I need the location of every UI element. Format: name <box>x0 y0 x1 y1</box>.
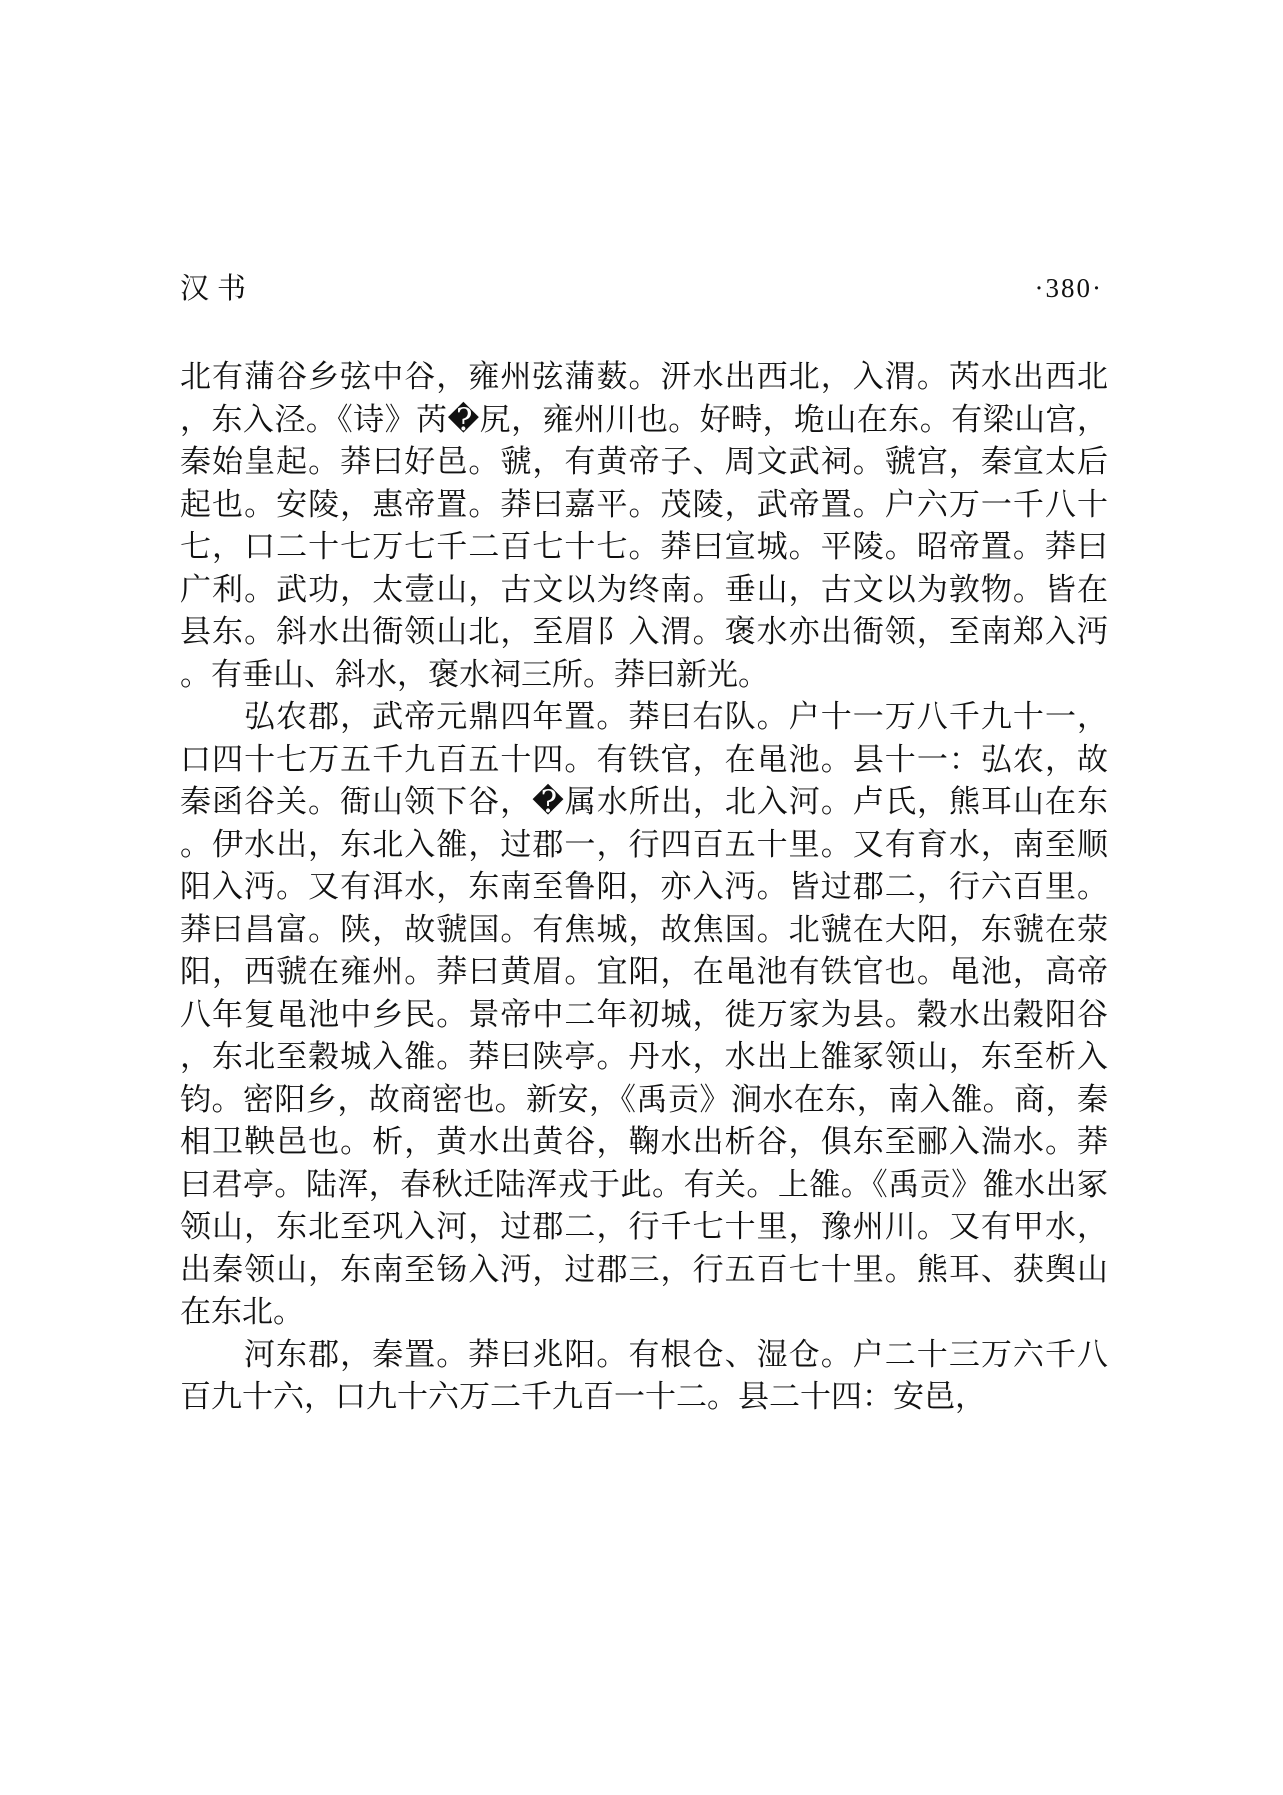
paragraph-continued: 北有蒲谷乡弦中谷，雍州弦蒲薮。汧水出西北，入渭。芮水出西北，东入泾。《诗》芮�尻，雍州川也。好畤，垝山在东。有梁山宫，秦始皇起。莽曰好邑。虢，有黄帝子、周文武祠。虢宫，秦宣太后起也。安陵，惠帝置。莽曰嘉平。茂陵，武帝置。户六万一千八十七，口二十七万七千二百七十七。莽曰宣城。平陵。昭帝置。莽曰广利。武功，太壹山，古文以为终南。垂山，古文以为敦物。皆在县东。斜水出衙领山北，至眉阝入渭。褒水亦出衙领，至南郑入沔。有垂山、斜水，褒水祠三所。莽曰新光。 <box>180 359 1108 693</box>
page-number: ·380· <box>1034 273 1103 303</box>
paragraph-hongnong: 弘农郡，武帝元鼎四年置。莽曰右队。户十一万八千九十一，口四十七万五千九百五十四。有铁官，在黾池。县十一：弘农，故秦函谷关。衙山领下谷，�属水所出，北入河。卢氏，熊耳山在东。伊水出，东北入雒，过郡一，行四百五十里。又有育水，南至顺阳入沔。又有洱水，东南至鲁阳，亦入沔。皆过郡二，行六百里。莽曰昌富。陕，故虢国。有焦城，故焦国。北虢在大阳，东虢在荥阳，西虢在雍州。莽曰黄眉。宜阳，在黾池有铁官也。黾池，高帝八年复黾池中乡民。景帝中二年初城，徙万家为县。穀水出穀阳谷，东北至穀城入雒。莽曰陕亭。丹水，水出上雒冢领山，东至析入钧。密阳乡，故商密也。新安，《禹贡》涧水在东，南入雒。商，秦相卫鞅邑也。析，黄水出黄谷，鞠水出析谷，俱东至郦入湍水。莽曰君亭。陆浑，春秋迁陆浑戎于此。有关。上雒。《禹贡》雒水出冢领山，东北至巩入河，过郡二，行千七十里，豫州川。又有甲水，出秦领山，东南至钖入沔，过郡三，行五百七十里。熊耳、获舆山在东北。 <box>180 699 1108 1330</box>
body-text <box>180 356 1108 1419</box>
book-title: 汉书 <box>180 271 255 305</box>
paragraph-hedong: 河东郡，秦置。莽曰兆阳。有根仓、湿仓。户二十三万六千八百九十六，口九十六万二千九百一十二。县二十四：安邑， <box>180 1336 1108 1415</box>
page-header <box>180 268 1103 308</box>
